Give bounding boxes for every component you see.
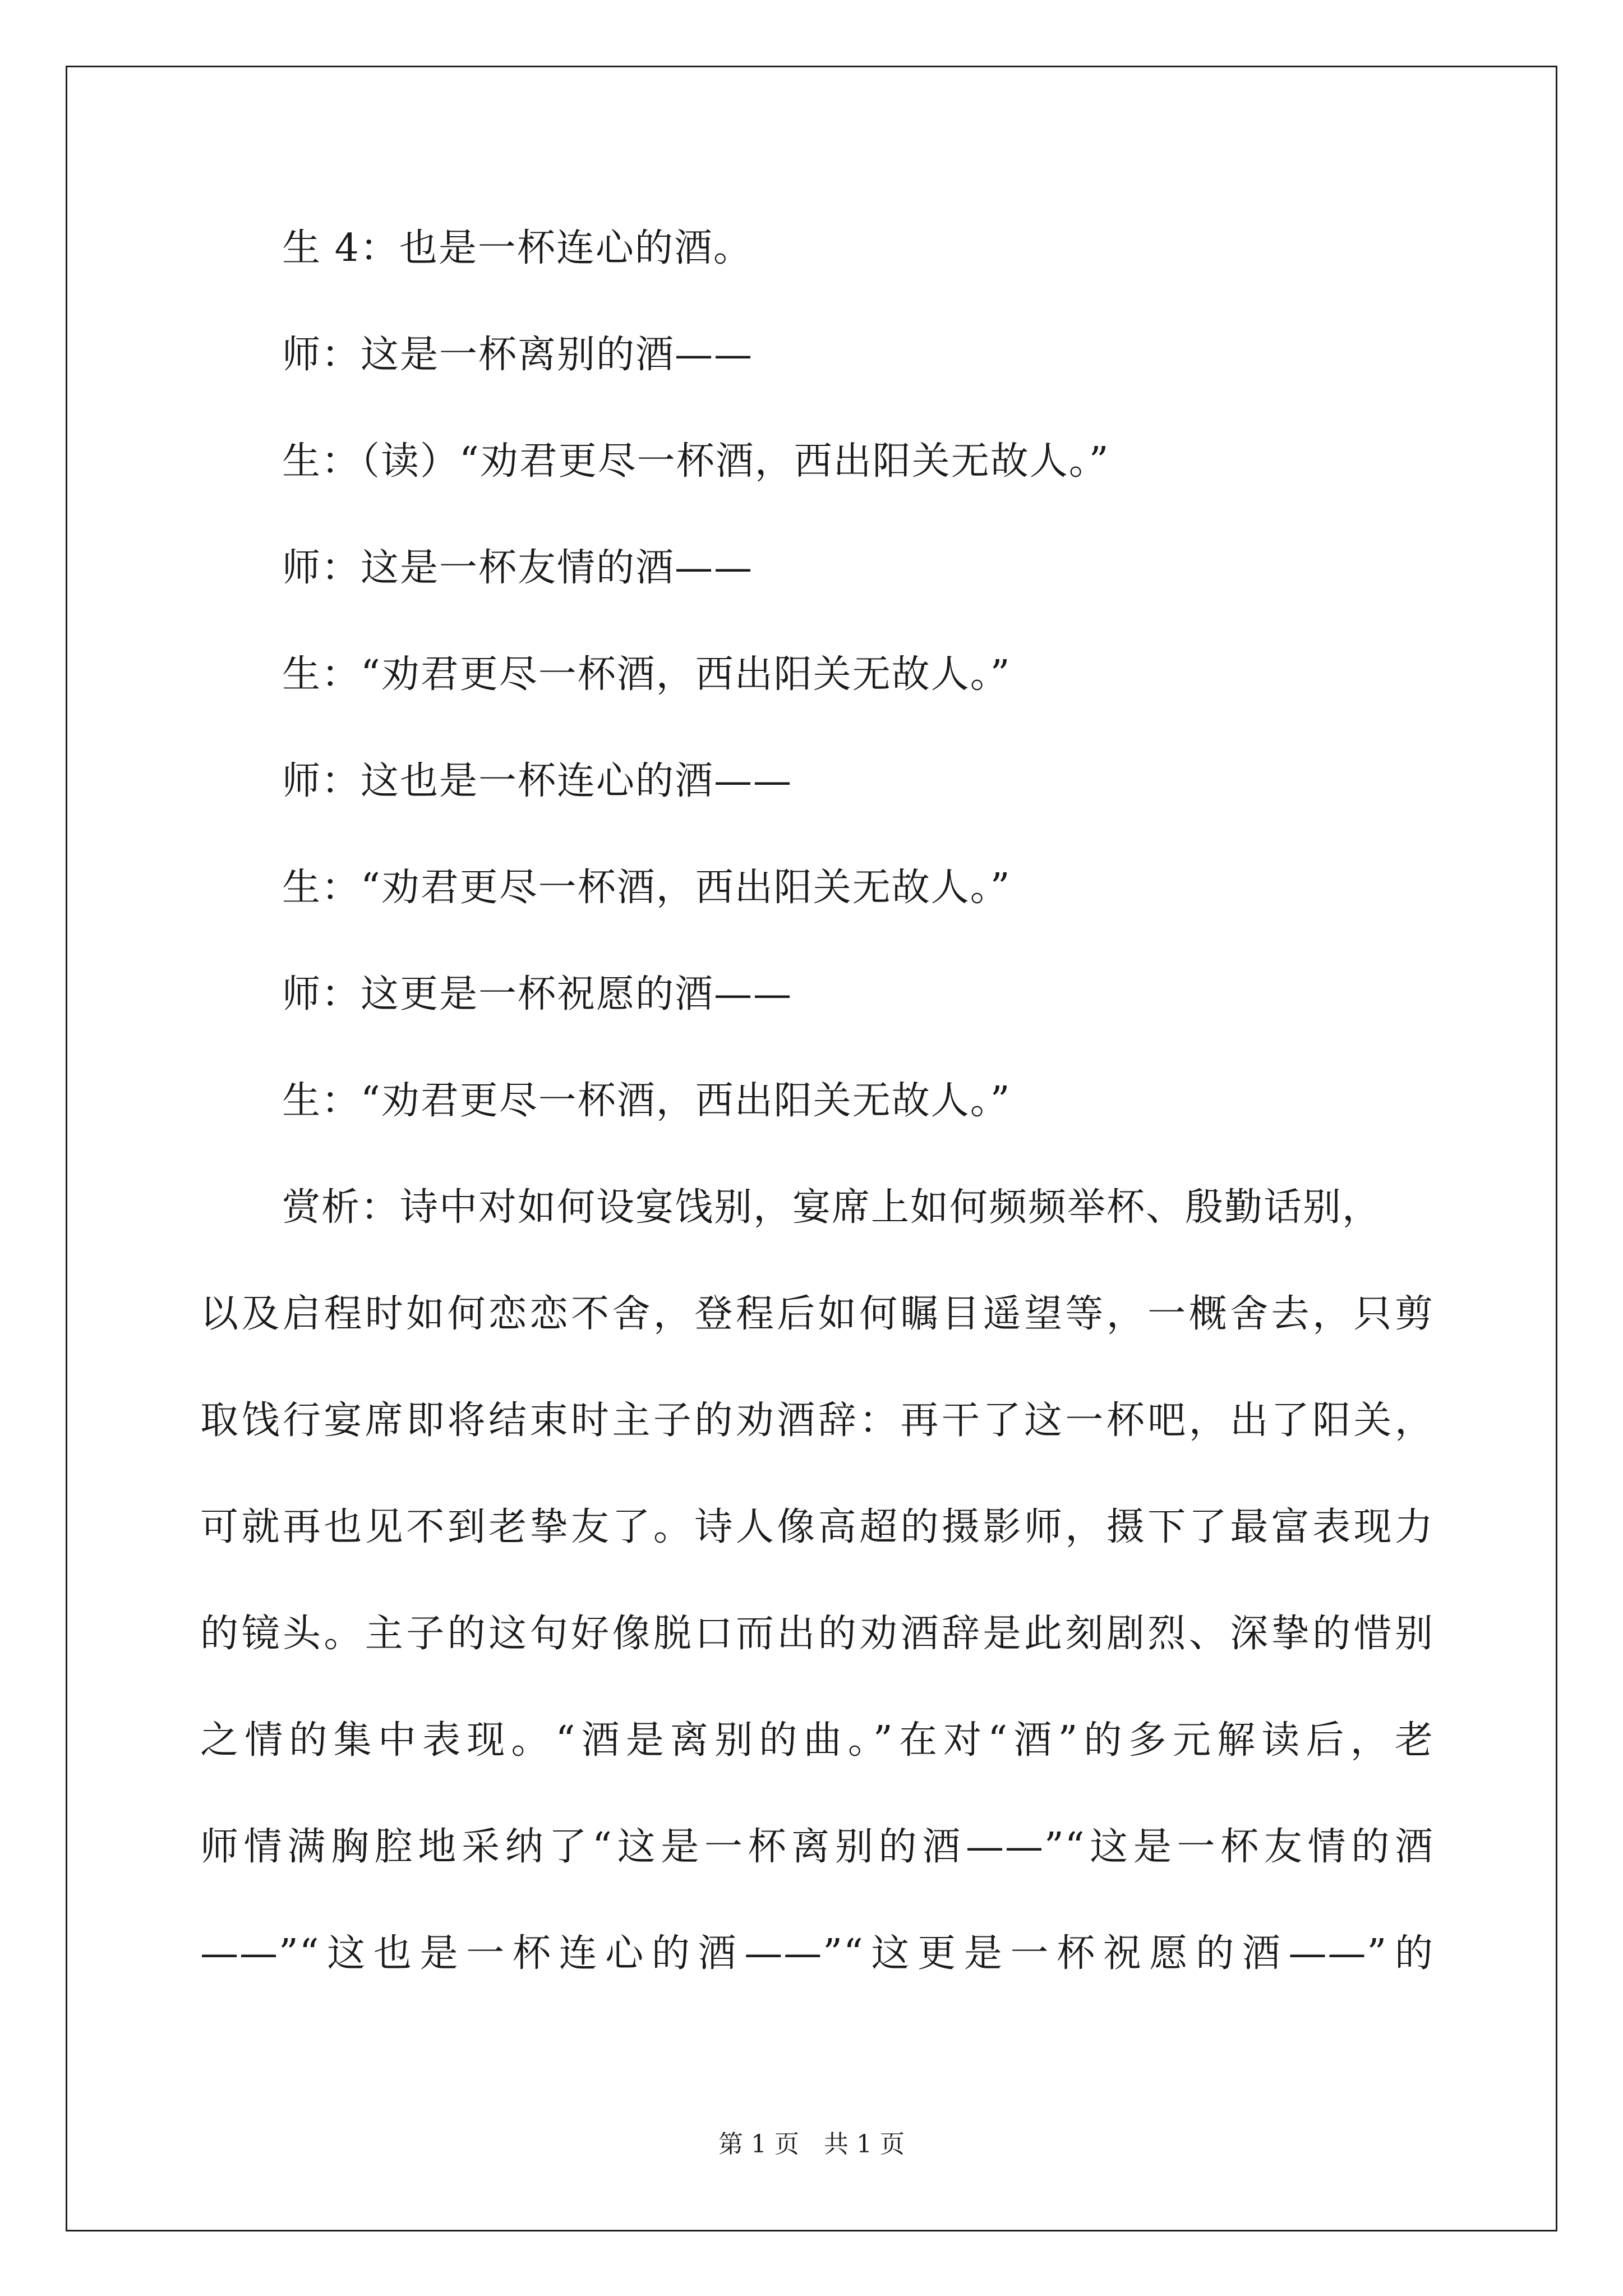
dialogue-line: 生 4：也是一杯连心的酒。: [282, 226, 753, 270]
dialogue-line: 生：“劝君更尽一杯酒，西出阳关无故人。”: [282, 1079, 1011, 1123]
dialogue-line: 师：这也是一杯连心的酒——: [282, 759, 793, 803]
dialogue-line: 生：“劝君更尽一杯酒，西出阳关无故人。”: [282, 866, 1011, 910]
dialogue-line: 生：（读）“劝君更尽一杯酒，西出阳关无故人。”: [282, 439, 1110, 484]
page-number-footer: 第 1 页 共 1 页: [718, 2130, 905, 2159]
analysis-line: 之情的集中表现。“酒是离别的曲。”在对“酒”的多元解读后，老: [200, 1718, 1434, 1763]
analysis-line: 师情满胸腔地采纳了“这是一杯离别的酒——”“这是一杯友情的酒: [200, 1825, 1434, 1869]
dialogue-line: 生：“劝君更尽一杯酒，西出阳关无故人。”: [282, 652, 1011, 697]
analysis-line: 取饯行宴席即将结束时主子的劝酒辞：再干了这一杯吧，出了阳关，: [200, 1398, 1434, 1443]
dialogue-line: 师：这是一杯友情的酒——: [282, 546, 754, 590]
analysis-line: 赏析：诗中对如何设宴饯别，宴席上如何频频举杯、殷勤话别，: [282, 1185, 1382, 1230]
analysis-line: 可就再也见不到老挚友了。诗人像高超的摄影师，摄下了最富表现力: [200, 1505, 1434, 1549]
analysis-line: ——”“这也是一杯连心的酒——”“这更是一杯祝愿的酒——”的: [200, 1931, 1434, 1976]
analysis-line: 以及启程时如何恋恋不舍，登程后如何瞩目遥望等，一概舍去，只剪: [200, 1292, 1434, 1336]
dialogue-line: 师：这是一杯离别的酒——: [282, 333, 754, 377]
page-border: [66, 66, 1557, 2231]
dialogue-line: 师：这更是一杯祝愿的酒——: [282, 972, 793, 1016]
analysis-line: 的镜头。主子的这句好像脱口而出的劝酒辞是此刻剧烈、深挚的惜别: [200, 1612, 1434, 1656]
